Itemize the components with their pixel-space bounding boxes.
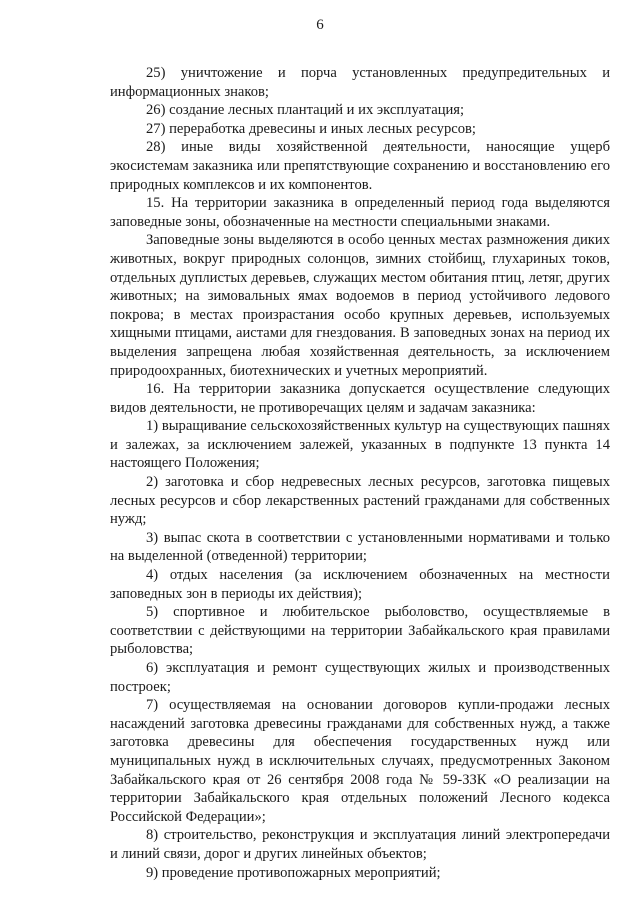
page-number: 6	[316, 17, 324, 33]
item-28: 28) иные виды хозяйственной деятельности, наносящие ущерб экосистемам заказника или препятствующие сохранению и восстановлению его природных комплексов и их компонентов.	[110, 139, 610, 193]
allowed-item-9: 9) проведение противопожарных мероприятий;	[146, 864, 441, 881]
allowed-item-3: 3) выпас скота в соответствии с установленными нормативами и только на выделенной (отведенной) территории;	[110, 529, 610, 565]
allowed-item-2: 2) заготовка и сбор недревесных лесных ресурсов, заготовка пищевых лесных ресурсов и сбор лекарственных растений гражданами для собственных нужд;	[110, 474, 610, 528]
reserved-zones-paragraph: Заповедные зоны выделяются в особо ценных местах размножения диких животных, вокруг природных солонцов, зимних стойбищ, глухариных токов, отдельных дуплистых деревьев, служащих местом обитания птиц, летяг, других животных; на зимовальных ямах водоемов в период устойчивого ледового покрова; в местах произрастания особо крупных деревьев, используемых хищными птицами, аистами для гнездования. В заповедных зонах на период их выделения запрещена любая хозяйственная деятельность, за исключением природоохранных, биотехнических и учетных мероприятий.	[110, 232, 610, 379]
item-26: 26) создание лесных плантаций и их эксплуатация;	[146, 102, 465, 119]
item-27: 27) переработка древесины и иных лесных ресурсов;	[146, 120, 476, 137]
allowed-item-6: 6) эксплуатация и ремонт существующих жилых и производственных построек;	[110, 660, 610, 695]
clause-16: 16. На территории заказника допускается осуществление следующих видов деятельности, не противоречащих целям и задачам заказника:	[110, 381, 610, 416]
allowed-item-8: 8) строительство, реконструкция и эксплуатация линий электропередачи и линий связи, дорог и других линейных объектов;	[110, 827, 610, 862]
allowed-item-1: 1) выращивание сельскохозяйственных культур на существующих пашнях и залежах, за исключением залежей, указанных в подпункте 13 пункта 14 настоящего Положения;	[110, 418, 610, 472]
allowed-item-7: 7) осуществляемая на основании договоров купли-продажи лесных насаждений заготовка древесины гражданами для собственных нужд, а также заготовка древесины для обеспечения государственных нужд или муниципальных нужд в исключительных случаях, предусмотренных Законом Забайкальского края от 26 сентября 2008 года № 59-ЗЗК «О реализации на территории Забайкальского края отдельных положений Лесного кодекса Российской Федерации»;	[110, 697, 610, 825]
allowed-item-4: 4) отдых населения (за исключением обозначенных на местности заповедных зон в периоды их действия);	[110, 567, 610, 602]
document-body	[110, 64, 610, 882]
allowed-item-5: 5) спортивное и любительское рыболовство, осуществляемые в соответствии с действующими на территории Забайкальского края правилами рыболовства;	[110, 604, 610, 658]
clause-15: 15. На территории заказника в определенный период года выделяются заповедные зоны, обозначенные на местности специальными знаками.	[110, 195, 610, 230]
item-25: 25) уничтожение и порча установленных предупредительных и информационных знаков;	[110, 65, 610, 100]
